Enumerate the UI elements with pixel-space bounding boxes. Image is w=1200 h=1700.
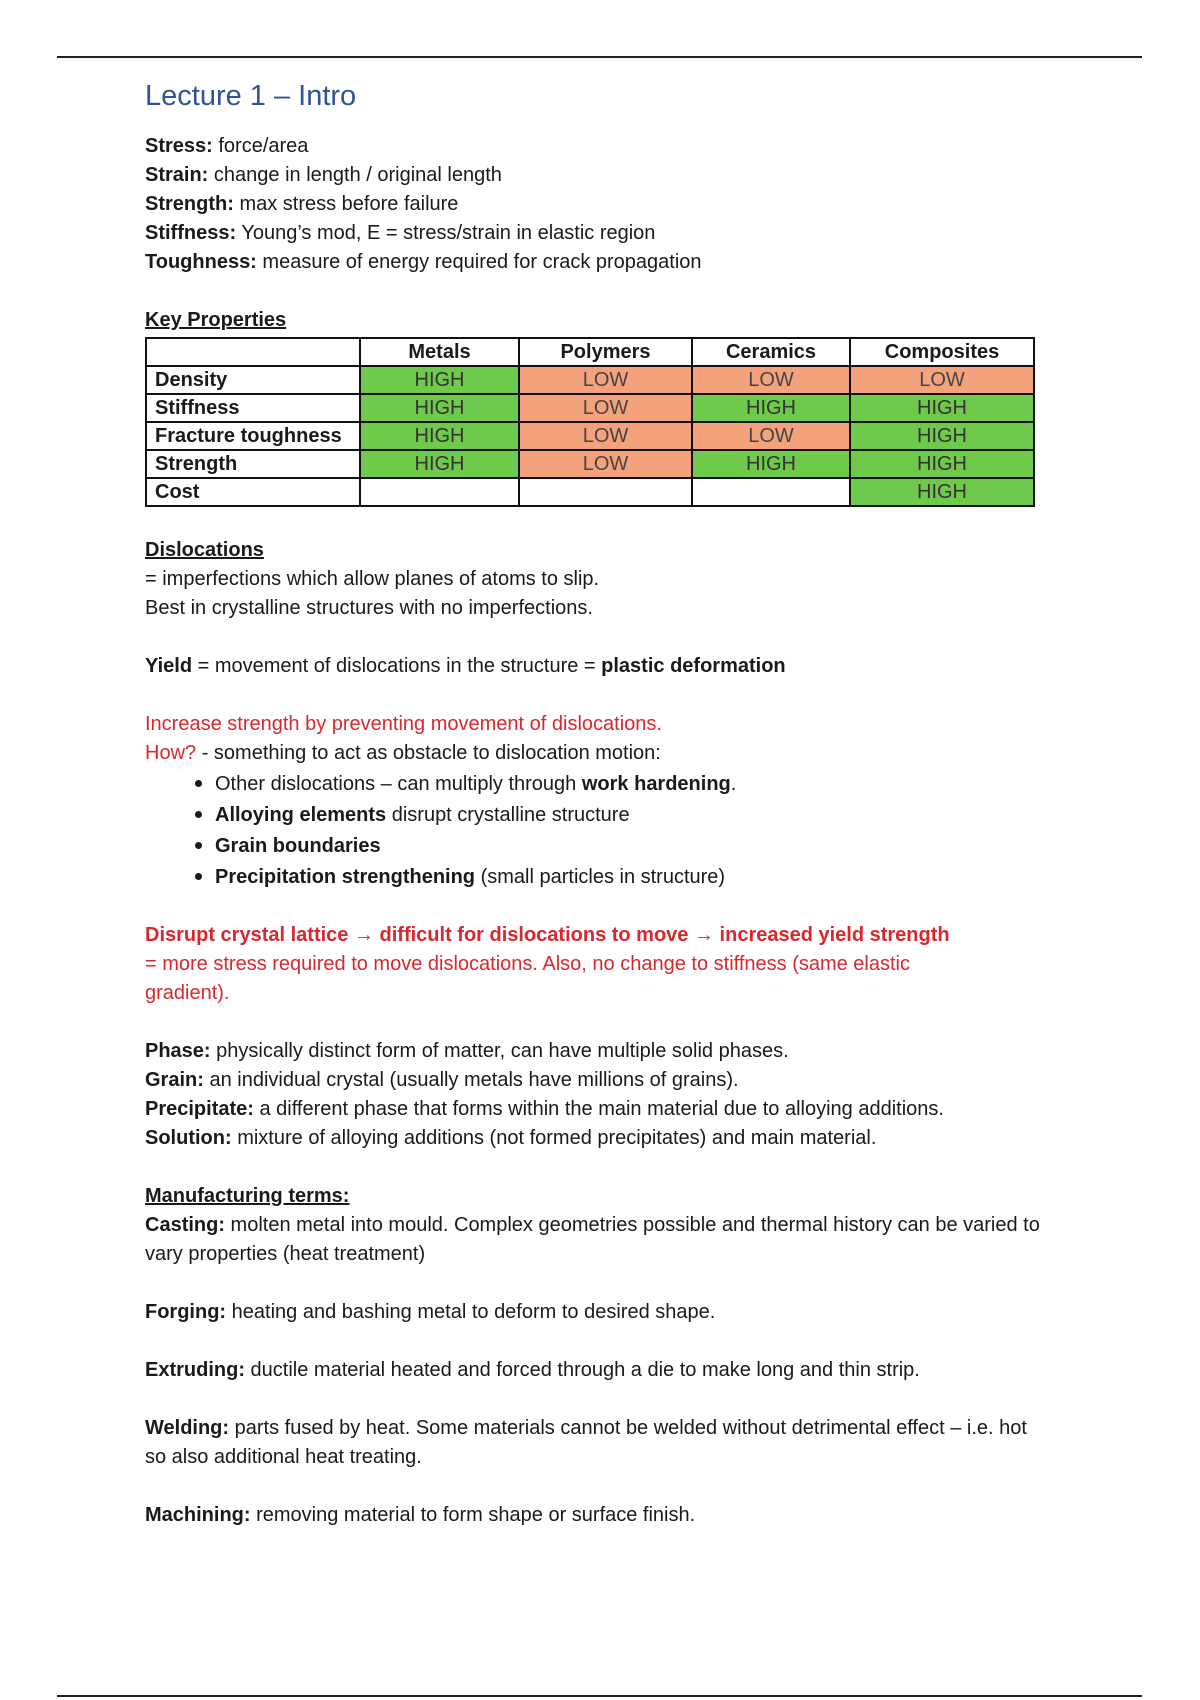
top-rule	[57, 56, 1142, 58]
disrupt-explanation: = more stress required to move dislocations. Also, no change to stiffness (same elastic gradient).	[145, 953, 910, 1004]
table-cell: HIGH	[850, 450, 1034, 478]
list-item: • Alloying elements disrupt crystalline structure	[215, 799, 1075, 830]
table-cell: LOW	[519, 422, 692, 450]
table-cell: HIGH	[692, 450, 850, 478]
term-machining: Machining: removing material to form shape or surface finish.	[145, 1504, 696, 1526]
table-cell: HIGH	[850, 478, 1034, 506]
table-row	[146, 422, 1034, 450]
definition-toughness: Toughness: measure of energy required for crack propagation	[145, 251, 702, 273]
column-header: Polymers	[519, 338, 692, 366]
table-cell: HIGH	[360, 422, 519, 450]
term-extruding: Extruding: ductile material heated and forced through a die to make long and thin strip.	[145, 1359, 920, 1381]
dislocations-line-2: Best in crystalline structures with no imperfections.	[145, 597, 593, 619]
row-header: Fracture toughness	[146, 422, 360, 450]
manufacturing-heading: Manufacturing terms:	[145, 1185, 350, 1207]
yield-statement: Yield = movement of dislocations in the structure = plastic deformation	[145, 655, 786, 677]
table-cell: LOW	[519, 450, 692, 478]
column-header: Ceramics	[692, 338, 850, 366]
key-properties-heading: Key Properties	[145, 309, 287, 331]
definition-strength: Strength: max stress before failure	[145, 193, 459, 215]
table-header-row	[146, 338, 1034, 366]
term-welding: Welding: parts fused by heat. Some materials cannot be welded without detrimental effect – i.e. hot so also additional heat treating.	[145, 1417, 1027, 1468]
table-row	[146, 394, 1034, 422]
table-cell: LOW	[519, 394, 692, 422]
increase-strength-line: Increase strength by preventing movement of dislocations.	[145, 713, 662, 735]
list-item: • Precipitation strengthening (small particles in structure)	[215, 861, 1075, 892]
table-cell: HIGH	[850, 394, 1034, 422]
table-row	[146, 478, 1034, 506]
definition-solution: Solution: mixture of alloying additions (not formed precipitates) and main material.	[145, 1127, 877, 1149]
row-header: Stiffness	[146, 394, 360, 422]
table-row	[146, 450, 1034, 478]
table-cell: LOW	[519, 366, 692, 394]
row-header: Cost	[146, 478, 360, 506]
disrupt-lattice-line: Disrupt crystal lattice → difficult for dislocations to move → increased yield strength	[145, 924, 950, 946]
bottom-rule	[57, 1695, 1142, 1697]
column-header: Metals	[360, 338, 519, 366]
definition-grain: Grain: an individual crystal (usually metals have millions of grains).	[145, 1069, 739, 1091]
term-forging: Forging: heating and bashing metal to deform to desired shape.	[145, 1301, 716, 1323]
page-title: Lecture 1 – Intro	[145, 80, 357, 112]
table-cell	[692, 478, 850, 506]
definitions	[145, 132, 1075, 277]
list-item: • Grain boundaries	[215, 830, 1075, 861]
how-line: How? - something to act as obstacle to dislocation motion:	[145, 742, 661, 764]
table-cell: HIGH	[360, 366, 519, 394]
definition-stress: Stress: force/area	[145, 135, 309, 157]
table-row	[146, 366, 1034, 394]
definition-stiffness: Stiffness: Young’s mod, E = stress/strain in elastic region	[145, 222, 656, 244]
list-item: • Other dislocations – can multiply through work hardening.	[215, 768, 1075, 799]
phase-definitions	[145, 1037, 1075, 1153]
dislocations-heading: Dislocations	[145, 539, 264, 561]
row-header: Density	[146, 366, 360, 394]
table-cell: HIGH	[360, 450, 519, 478]
table-cell: LOW	[692, 422, 850, 450]
definition-strain: Strain: change in length / original length	[145, 164, 502, 186]
row-header: Strength	[146, 450, 360, 478]
dislocations-line-1: = imperfections which allow planes of atoms to slip.	[145, 568, 600, 590]
definition-phase: Phase: physically distinct form of matter, can have multiple solid phases.	[145, 1040, 789, 1062]
table-cell: HIGH	[850, 422, 1034, 450]
table-cell: LOW	[692, 366, 850, 394]
table-cell: HIGH	[360, 394, 519, 422]
column-header: Composites	[850, 338, 1034, 366]
table-cell	[519, 478, 692, 506]
key-properties-table	[145, 337, 1035, 507]
table-cell: LOW	[850, 366, 1034, 394]
table-corner-cell	[146, 338, 360, 366]
table-cell: HIGH	[692, 394, 850, 422]
definition-precipitate: Precipitate: a different phase that forms within the main material due to alloying additions.	[145, 1098, 944, 1120]
obstacle-list	[145, 768, 1075, 892]
table-cell	[360, 478, 519, 506]
term-casting: Casting: molten metal into mould. Complex geometries possible and thermal history can be varied to vary properties (heat treatment)	[145, 1214, 1040, 1265]
document-body	[145, 78, 1075, 1530]
